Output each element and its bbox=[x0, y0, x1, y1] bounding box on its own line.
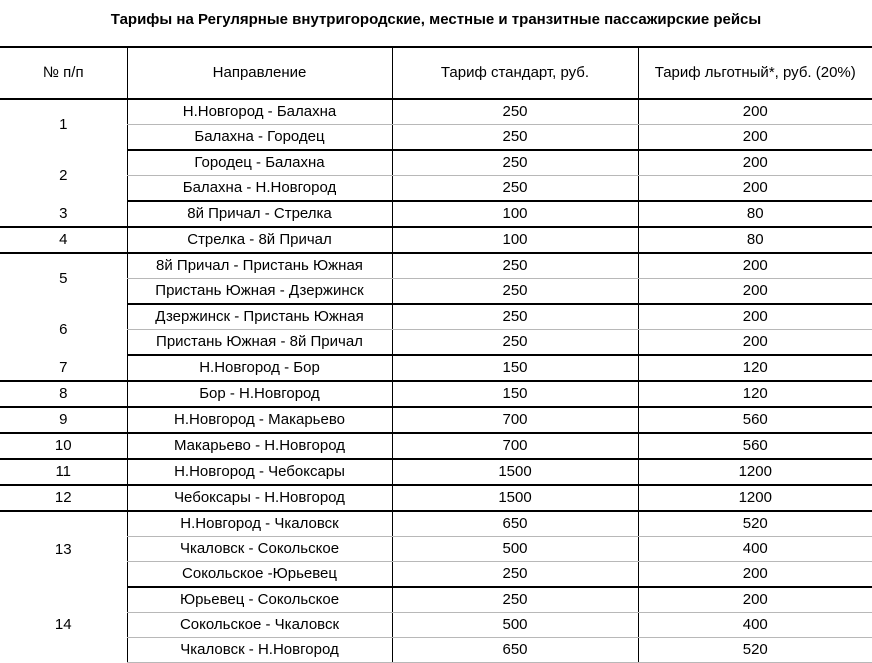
standard-tariff-cell: 100 bbox=[392, 201, 638, 227]
discount-tariff-cell: 200 bbox=[638, 330, 872, 356]
table-row bbox=[0, 562, 872, 588]
standard-tariff-cell: 500 bbox=[392, 613, 638, 638]
discount-tariff-cell: 200 bbox=[638, 150, 872, 176]
row-number: 9 bbox=[0, 407, 127, 433]
standard-tariff-cell: 250 bbox=[392, 176, 638, 202]
row-number: 6 bbox=[59, 320, 68, 338]
table-row bbox=[0, 176, 872, 202]
standard-tariff-cell: 250 bbox=[392, 562, 638, 588]
discount-tariff-cell: 520 bbox=[638, 638, 872, 663]
table-row bbox=[0, 355, 872, 381]
row-number: 3 bbox=[0, 201, 127, 227]
row-number: 14 bbox=[54, 615, 72, 633]
route-cell: Макарьево - Н.Новгород bbox=[127, 433, 392, 459]
route-cell: Н.Новгород - Чкаловск bbox=[127, 511, 392, 537]
row-number: 12 bbox=[0, 485, 127, 511]
discount-tariff-cell: 200 bbox=[638, 99, 872, 125]
discount-tariff-cell: 560 bbox=[638, 407, 872, 433]
page-title: Тарифы на Регулярные внутригородские, местные и транзитные пассажирские рейсы bbox=[110, 11, 762, 28]
standard-tariff-cell: 250 bbox=[392, 330, 638, 356]
standard-tariff-cell: 250 bbox=[392, 304, 638, 330]
discount-tariff-cell: 200 bbox=[638, 253, 872, 279]
row-number: 7 bbox=[0, 355, 127, 381]
table-row bbox=[0, 638, 872, 663]
table-row bbox=[0, 485, 872, 511]
route-cell: Н.Новгород - Бор bbox=[127, 355, 392, 381]
tariffs-body bbox=[0, 99, 872, 663]
standard-tariff-cell: 250 bbox=[392, 279, 638, 305]
standard-tariff-cell: 1500 bbox=[392, 459, 638, 485]
route-cell: Пристань Южная - Дзержинск bbox=[127, 279, 392, 305]
table-header-row bbox=[0, 47, 872, 99]
route-cell: Бор - Н.Новгород bbox=[127, 381, 392, 407]
standard-tariff-cell: 500 bbox=[392, 537, 638, 562]
row-number: 13 bbox=[54, 540, 72, 558]
standard-tariff-cell: 250 bbox=[392, 150, 638, 176]
table-row bbox=[0, 201, 872, 227]
standard-tariff-cell: 700 bbox=[392, 407, 638, 433]
table-row bbox=[0, 253, 872, 279]
row-number: 5 bbox=[59, 270, 68, 287]
standard-tariff-cell: 650 bbox=[392, 638, 638, 663]
row-number: 1 bbox=[59, 116, 68, 133]
route-cell: Сокольское - Чкаловск bbox=[127, 613, 392, 638]
standard-tariff-cell: 1500 bbox=[392, 485, 638, 511]
standard-tariff-cell: 250 bbox=[392, 99, 638, 125]
table-row bbox=[0, 433, 872, 459]
row-number: 2 bbox=[59, 166, 68, 184]
route-cell: Юрьевец - Сокольское bbox=[127, 587, 392, 613]
route-cell: Сокольское -Юрьевец bbox=[127, 562, 392, 588]
discount-tariff-cell: 200 bbox=[638, 587, 872, 613]
discount-tariff-cell: 1200 bbox=[638, 485, 872, 511]
standard-tariff-cell: 100 bbox=[392, 227, 638, 253]
route-cell: Пристань Южная - 8й Причал bbox=[127, 330, 392, 356]
discount-tariff-cell: 200 bbox=[638, 562, 872, 588]
standard-tariff-cell: 650 bbox=[392, 511, 638, 537]
table-row bbox=[0, 587, 872, 613]
table-row bbox=[0, 537, 872, 562]
standard-tariff-cell: 250 bbox=[392, 587, 638, 613]
table-row bbox=[0, 99, 872, 125]
header-discount-tariff: Тариф льготный*, руб. (20%) bbox=[638, 47, 872, 99]
discount-tariff-cell: 200 bbox=[638, 304, 872, 330]
route-cell: Балахна - Н.Новгород bbox=[127, 176, 392, 202]
table-row bbox=[0, 511, 872, 537]
table-row bbox=[0, 613, 872, 638]
table-row bbox=[0, 330, 872, 356]
tariffs-table bbox=[0, 46, 872, 663]
row-number: 11 bbox=[0, 459, 127, 485]
table-row bbox=[0, 227, 872, 253]
discount-tariff-cell: 120 bbox=[638, 355, 872, 381]
route-cell: Городец - Балахна bbox=[127, 150, 392, 176]
standard-tariff-cell: 150 bbox=[392, 381, 638, 407]
discount-tariff-cell: 1200 bbox=[638, 459, 872, 485]
row-number: 4 bbox=[0, 227, 127, 253]
discount-tariff-cell: 400 bbox=[638, 537, 872, 562]
row-number: 10 bbox=[0, 433, 127, 459]
table-row bbox=[0, 381, 872, 407]
discount-tariff-cell: 120 bbox=[638, 381, 872, 407]
table-row bbox=[0, 304, 872, 330]
discount-tariff-cell: 80 bbox=[638, 227, 872, 253]
route-cell: Чкаловск - Н.Новгород bbox=[127, 638, 392, 663]
discount-tariff-cell: 200 bbox=[638, 125, 872, 151]
route-cell: Стрелка - 8й Причал bbox=[127, 227, 392, 253]
discount-tariff-cell: 560 bbox=[638, 433, 872, 459]
route-cell: Н.Новгород - Макарьево bbox=[127, 407, 392, 433]
standard-tariff-cell: 700 bbox=[392, 433, 638, 459]
route-cell: Дзержинск - Пристань Южная bbox=[127, 304, 392, 330]
route-cell: 8й Причал - Стрелка bbox=[127, 201, 392, 227]
discount-tariff-cell: 400 bbox=[638, 613, 872, 638]
route-cell: Чкаловск - Сокольское bbox=[127, 537, 392, 562]
route-cell: Н.Новгород - Чебоксары bbox=[127, 459, 392, 485]
standard-tariff-cell: 250 bbox=[392, 125, 638, 151]
row-number: 8 bbox=[0, 381, 127, 407]
discount-tariff-cell: 200 bbox=[638, 279, 872, 305]
standard-tariff-cell: 250 bbox=[392, 253, 638, 279]
discount-tariff-cell: 520 bbox=[638, 511, 872, 537]
route-cell: 8й Причал - Пристань Южная bbox=[127, 253, 392, 279]
discount-tariff-cell: 80 bbox=[638, 201, 872, 227]
table-row bbox=[0, 459, 872, 485]
route-cell: Чебоксары - Н.Новгород bbox=[127, 485, 392, 511]
header-standard-tariff: Тариф стандарт, руб. bbox=[392, 47, 638, 99]
route-cell: Балахна - Городец bbox=[127, 125, 392, 151]
table-row bbox=[0, 407, 872, 433]
standard-tariff-cell: 150 bbox=[392, 355, 638, 381]
header-route: Направление bbox=[127, 47, 392, 99]
discount-tariff-cell: 200 bbox=[638, 176, 872, 202]
header-num: № п/п bbox=[0, 47, 127, 99]
table-row bbox=[0, 150, 872, 176]
route-cell: Н.Новгород - Балахна bbox=[127, 99, 392, 125]
table-row bbox=[0, 125, 872, 151]
table-row bbox=[0, 279, 872, 305]
